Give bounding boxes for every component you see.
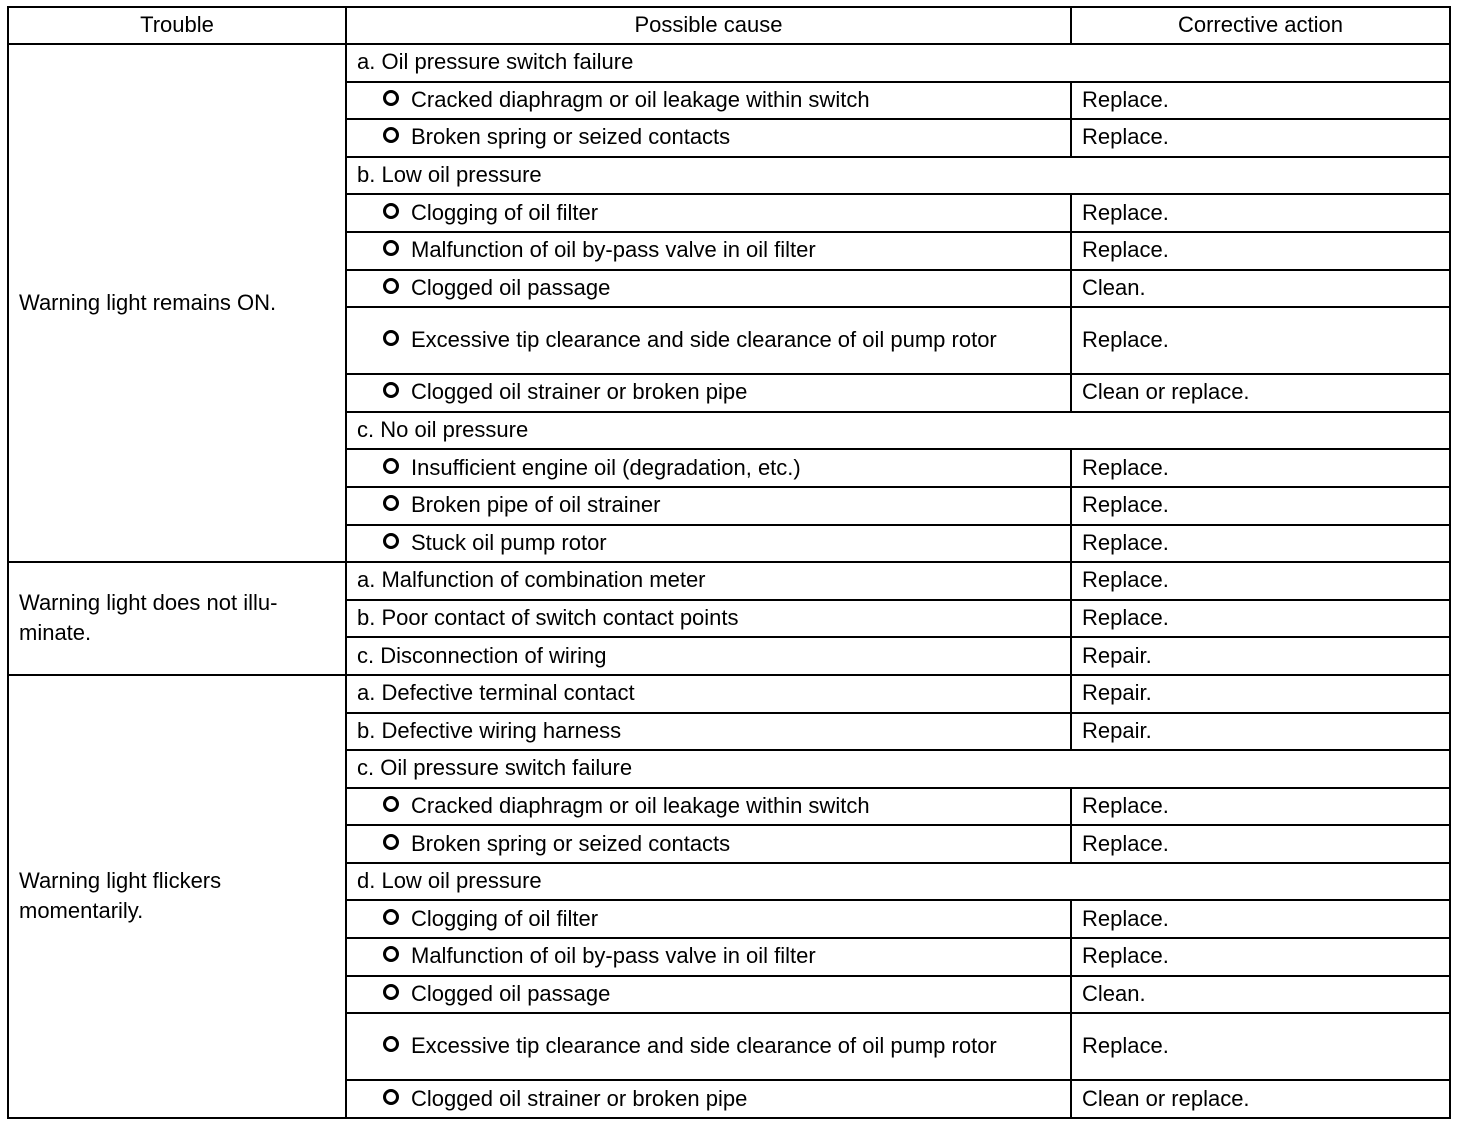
cause-text: b. Defective wiring harness [357,717,622,743]
cause-cell [346,976,1071,1014]
troubleshooting-table [7,6,1451,1119]
cause-heading-cell [346,157,1450,195]
header-row [8,7,1450,44]
action-cell: Replace. [1071,449,1450,487]
cause-cell [346,600,1071,638]
cause-cell [346,938,1071,976]
cause-text: Clogged oil passage [411,274,611,300]
circle-bullet-icon [383,127,399,143]
trouble-cell: Warning light remains ON. [8,44,346,562]
cause-cell [346,1080,1071,1118]
cause-text: Clogging of oil filter [411,905,599,931]
cause-cell [346,82,1071,120]
action-cell: Replace. [1071,194,1450,232]
cause-text: Clogged oil passage [411,980,611,1006]
circle-bullet-icon [383,984,399,1000]
header-trouble: Trouble [8,7,346,44]
cause-cell [346,119,1071,157]
cause-text: Clogging of oil filter [411,199,599,225]
action-cell: Replace. [1071,82,1450,120]
action-cell: Replace. [1071,232,1450,270]
action-cell: Replace. [1071,307,1450,374]
cause-cell [346,825,1071,863]
circle-bullet-icon [383,495,399,511]
action-cell: Replace. [1071,825,1450,863]
circle-bullet-icon [383,1036,399,1052]
table-body [8,44,1450,1118]
action-cell: Replace. [1071,900,1450,938]
table-row [8,675,1450,713]
action-cell: Replace. [1071,938,1450,976]
circle-bullet-icon [383,240,399,256]
action-cell: Replace. [1071,487,1450,525]
action-cell: Repair. [1071,637,1450,675]
cause-cell [346,270,1071,308]
cause-cell [346,788,1071,826]
cause-cell [346,637,1071,675]
cause-cell [346,487,1071,525]
cause-text: c. Disconnection of wiring [357,642,607,668]
cause-text: Malfunction of oil by-pass valve in oil filter [411,943,816,969]
action-cell: Repair. [1071,713,1450,751]
action-cell: Clean or replace. [1071,1080,1450,1118]
circle-bullet-icon [383,533,399,549]
circle-bullet-icon [383,382,399,398]
cause-text: a. Oil pressure switch failure [357,49,634,75]
action-cell: Replace. [1071,1013,1450,1080]
cause-text: Clogged oil strainer or broken pipe [411,379,748,405]
cause-text: c. Oil pressure switch failure [357,755,633,781]
cause-cell [346,194,1071,232]
cause-text: Excessive tip clearance and side clearance of oil pump rotor [411,327,997,353]
cause-cell [346,900,1071,938]
cause-cell [346,525,1071,563]
cause-text: Broken pipe of oil strainer [411,492,661,518]
cause-cell [346,562,1071,600]
action-cell: Clean. [1071,976,1450,1014]
circle-bullet-icon [383,458,399,474]
cause-cell [346,713,1071,751]
cause-cell [346,1013,1071,1080]
cause-heading-cell [346,863,1450,901]
header-possible-cause: Possible cause [346,7,1071,44]
circle-bullet-icon [383,796,399,812]
cause-text: d. Low oil pressure [357,868,542,894]
action-cell: Repair. [1071,675,1450,713]
trouble-cell: Warning light does not illu-minate. [8,562,346,675]
action-cell: Clean. [1071,270,1450,308]
circle-bullet-icon [383,90,399,106]
cause-heading-cell [346,750,1450,788]
table-row [8,44,1450,82]
table-row [8,562,1450,600]
circle-bullet-icon [383,278,399,294]
cause-cell [346,449,1071,487]
cause-text: Excessive tip clearance and side clearance of oil pump rotor [411,1033,997,1059]
cause-text: a. Defective terminal contact [357,680,635,706]
cause-text: b. Low oil pressure [357,162,542,188]
circle-bullet-icon [383,330,399,346]
trouble-cell: Warning light flickers momentarily. [8,675,346,1118]
cause-text: Clogged oil strainer or broken pipe [411,1085,748,1111]
circle-bullet-icon [383,909,399,925]
circle-bullet-icon [383,203,399,219]
circle-bullet-icon [383,834,399,850]
action-cell: Replace. [1071,525,1450,563]
cause-cell [346,232,1071,270]
circle-bullet-icon [383,946,399,962]
circle-bullet-icon [383,1089,399,1105]
action-cell: Replace. [1071,119,1450,157]
action-cell: Replace. [1071,562,1450,600]
action-cell: Clean or replace. [1071,374,1450,412]
cause-text: Broken spring or seized contacts [411,124,731,150]
cause-text: Stuck oil pump rotor [411,529,607,555]
cause-heading-cell [346,44,1450,82]
cause-cell [346,374,1071,412]
cause-text: c. No oil pressure [357,417,529,443]
cause-text: Cracked diaphragm or oil leakage within switch [411,86,870,112]
cause-text: a. Malfunction of combination meter [357,567,706,593]
action-cell: Replace. [1071,788,1450,826]
cause-text: Cracked diaphragm or oil leakage within switch [411,792,870,818]
header-corrective-action: Corrective action [1071,7,1450,44]
cause-heading-cell [346,412,1450,450]
cause-text: Broken spring or seized contacts [411,830,731,856]
cause-text: Malfunction of oil by-pass valve in oil filter [411,237,816,263]
cause-text: b. Poor contact of switch contact points [357,605,739,631]
cause-cell [346,675,1071,713]
cause-text: Insufficient engine oil (degradation, etc.) [411,454,801,480]
action-cell: Replace. [1071,600,1450,638]
cause-cell [346,307,1071,374]
